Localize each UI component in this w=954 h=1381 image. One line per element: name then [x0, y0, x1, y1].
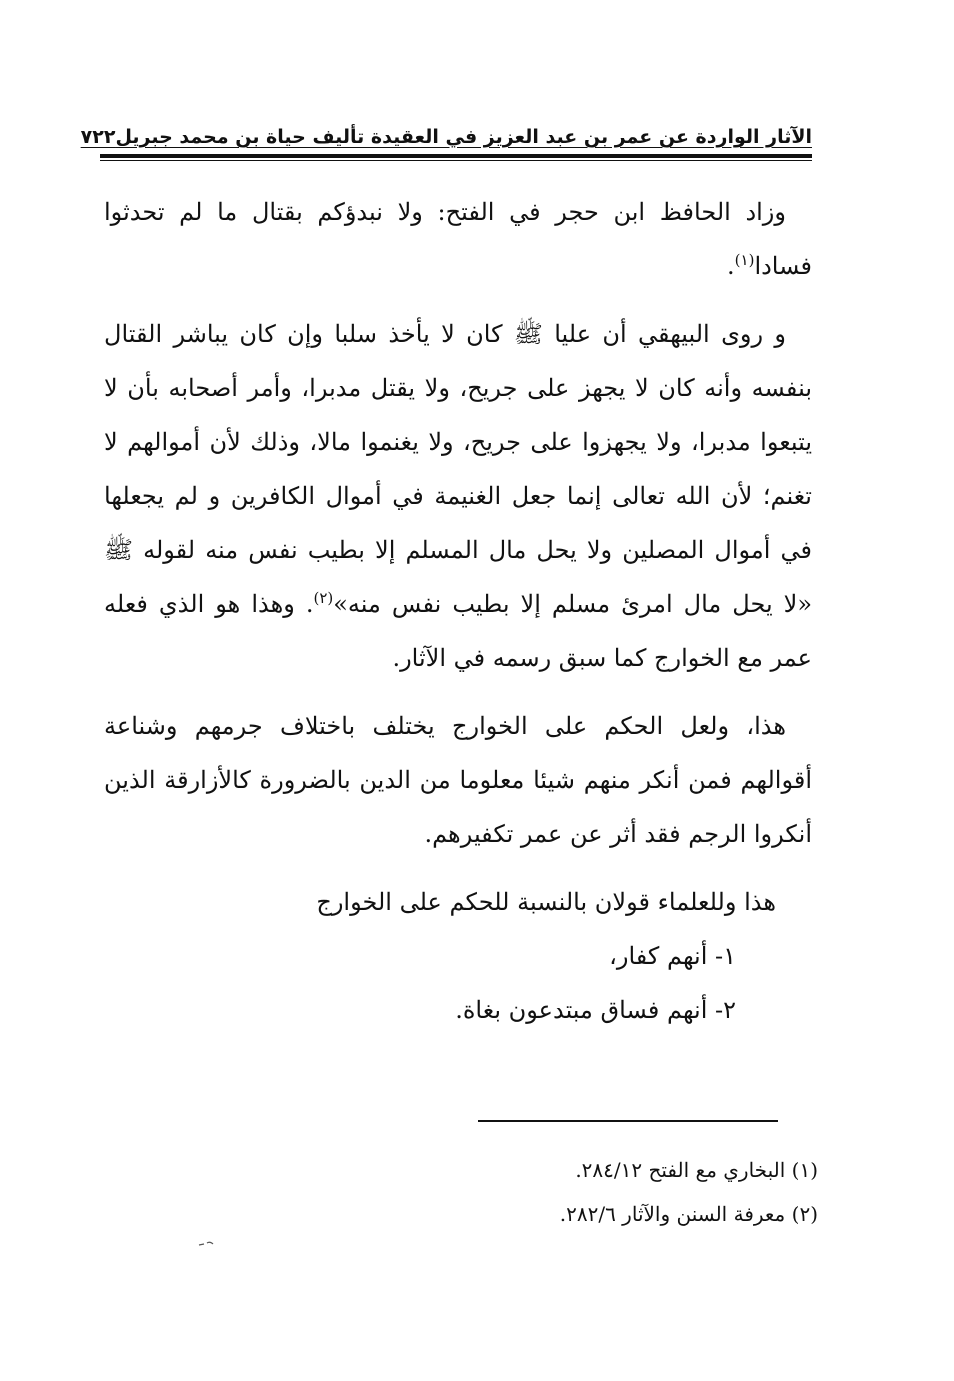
running-title: الآثار الواردة عن عمر بن عبد العزيز في العقيدة تأليف حياة بن محمد جبريل	[115, 126, 812, 148]
list-intro: هذا وللعلماء قولان بالنسبة للحكم على الخوارج	[316, 888, 776, 916]
list-item: ١- أنهم كفار،	[609, 942, 736, 970]
paragraph-1	[104, 185, 812, 293]
header-rule	[100, 154, 812, 158]
footnote-2: (٢) معرفة السنن والآثار ٢٨٢/٦.	[559, 1202, 818, 1226]
list-item: ٢- أنهم فساق مبتدعون بغاة.	[455, 996, 736, 1024]
main-text	[104, 185, 812, 1037]
footnote-separator	[478, 1120, 778, 1122]
footnotes	[300, 1148, 818, 1236]
paragraph-1-tail: .	[727, 252, 735, 280]
scan-speck	[198, 1240, 218, 1248]
footnote-ref-1[interactable]: (١)	[734, 251, 755, 269]
paragraph-2-text: و روى البيهقي أن عليا ﷺ كان لا يأخذ سلبا وإن كان يباشر القتال بنفسه وأنه كان لا يجهز على جريح، ولا يقتل مدبرا، وأمر أصحابه بأن لا يتبعوا مدبرا، ولا يجهزوا على جريح، ولا يغنموا مالا، وذلك لأن أموالهم لا تغنم؛ لأن الله تعالى إنما جعل الغنيمة في أموال الكافرين و لم يجعلها في أموال المصلين ولا يحل مال المسلم إلا بطيب نفس منه لقوله ﷺ «لا يحل مال امرئ مسلم إلا بطيب نفس منه»	[104, 320, 812, 618]
paragraph-3	[104, 699, 812, 861]
footnote-ref-2[interactable]: (٢)	[313, 589, 334, 607]
paragraph-3-text: هذا، ولعل الحكم على الخوارج يختلف باختلاف جرمهم وشناعة أقوالهم فمن أنكر منهم شيئا معلوما من الدين بالضرورة كالأزارقة الذين أنكروا الرجم فقد أثر عن عمر تكفيرهم.	[104, 712, 812, 848]
paragraph-1-text: وزاد الحافظ ابن حجر في الفتح: ولا نبدؤكم بقتال ما لم تحدثوا فسادا	[104, 198, 812, 280]
header-rule-thin	[100, 160, 812, 161]
footnote-1: (١) البخاري مع الفتح ٢٨٤/١٢.	[575, 1158, 818, 1182]
page-number: ٧٢٢	[80, 126, 116, 148]
opinions-list	[104, 875, 812, 1037]
page-header	[80, 118, 812, 152]
paragraph-2-tail: . وهذا هو الذي فعله عمر مع الخوارج كما سبق رسمه في الآثار.	[104, 590, 812, 672]
paragraph-2	[104, 307, 812, 685]
